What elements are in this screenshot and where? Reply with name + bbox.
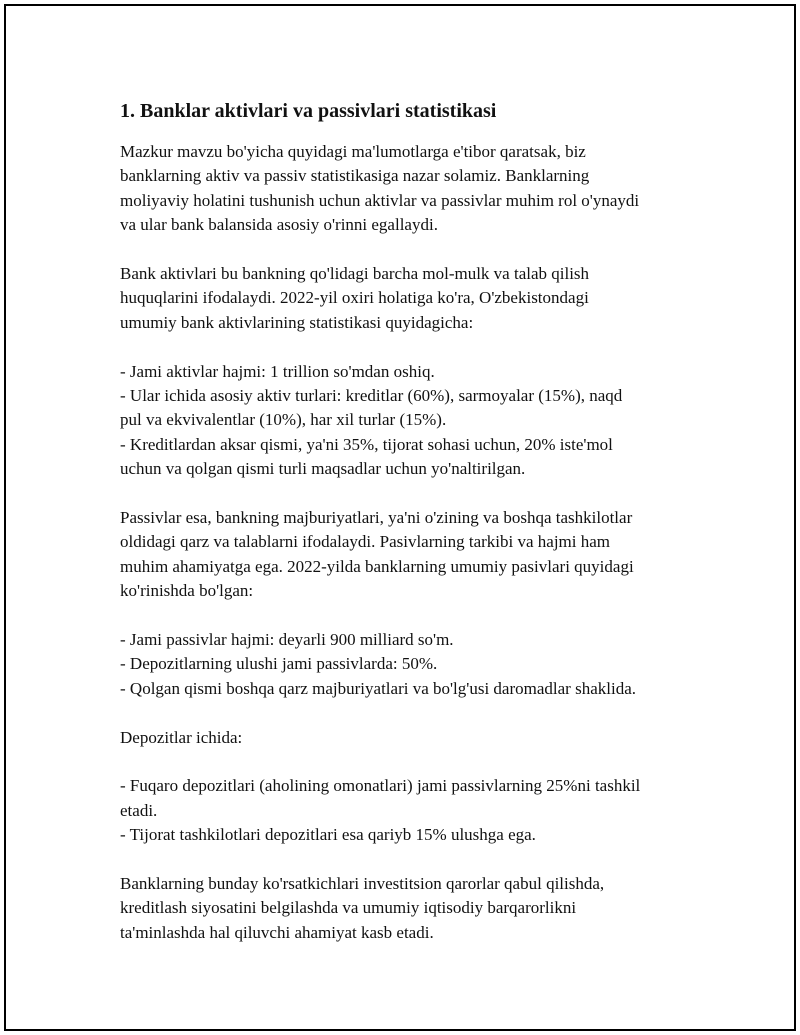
list-item: - Kreditlardan aksar qismi, ya'ni 35%, tijorat sohasi uchun, 20% iste'mol	[120, 434, 613, 454]
list-deposits	[120, 774, 700, 847]
list-liabilities	[120, 628, 700, 701]
paragraph-conclusion	[120, 872, 700, 945]
paragraph-deposits-heading	[120, 726, 700, 750]
text-line: umumiy bank aktivlarining statistikasi quyidagicha:	[120, 312, 474, 332]
page-frame	[4, 4, 796, 1031]
text-line: Depozitlar ichida:	[120, 727, 243, 747]
list-item: pul va ekvivalentlar (10%), har xil turlar (15%).	[120, 410, 447, 430]
list-item: - Jami passivlar hajmi: deyarli 900 milliard so'm.	[120, 630, 454, 650]
text-line: banklarning aktiv va passiv statistikasiga nazar solamiz. Banklarning	[120, 166, 590, 186]
list-item: etadi.	[120, 800, 158, 820]
list-item: - Jami aktivlar hajmi: 1 trillion so'mdan oshiq.	[120, 361, 435, 381]
document-body	[120, 98, 700, 970]
text-line: Banklarning bunday ko'rsatkichlari investitsion qarorlar qabul qilishda,	[120, 874, 605, 894]
text-line: Bank aktivlari bu bankning qo'lidagi barcha mol-mulk va talab qilish	[120, 264, 590, 284]
list-item: - Tijorat tashkilotlari depozitlari esa qariyb 15% ulushga ega.	[120, 825, 536, 845]
list-assets	[120, 360, 700, 482]
paragraph-assets	[120, 262, 700, 335]
text-line: muhim ahamiyatga ega. 2022-yilda banklarning umumiy pasivlari quyidagi	[120, 556, 634, 576]
paragraph-liabilities	[120, 506, 700, 604]
list-item: uchun va qolgan qismi turli maqsadlar uchun yo'naltirilgan.	[120, 459, 526, 479]
list-item: - Qolgan qismi boshqa qarz majburiyatlari va bo'lg'usi daromadlar shaklida.	[120, 678, 636, 698]
text-line: Mazkur mavzu bo'yicha quyidagi ma'lumotlarga e'tibor qaratsak, biz	[120, 142, 586, 161]
section-heading: 1. Banklar aktivlari va passivlari statistikasi	[120, 100, 497, 122]
text-line: oldidagi qarz va talablarni ifodalaydi. Pasivlarning tarkibi va hajmi ham	[120, 532, 611, 552]
text-line: huquqlarini ifodalaydi. 2022-yil oxiri holatiga ko'ra, O'zbekistondagi	[120, 288, 589, 308]
list-item: - Ular ichida asosiy aktiv turlari: kreditlar (60%), sarmoyalar (15%), naqd	[120, 386, 623, 406]
text-line: ta'minlashda hal qiluvchi ahamiyat kasb etadi.	[120, 922, 434, 942]
text-line: ko'rinishda bo'lgan:	[120, 581, 254, 601]
list-item: - Fuqaro depozitlari (aholining omonatlari) jami passivlarning 25%ni tashkil	[120, 776, 641, 796]
paragraph-intro	[120, 140, 700, 238]
text-line: kreditlash siyosatini belgilashda va umumiy iqtisodiy barqarorlikni	[120, 898, 577, 918]
text-line: va ular bank balansida asosiy o'rinni egallaydi.	[120, 215, 438, 235]
text-line: Passivlar esa, bankning majburiyatlari, ya'ni o'zining va boshqa tashkilotlar	[120, 508, 633, 528]
text-line: moliyaviy holatini tushunish uchun aktivlar va passivlar muhim rol o'ynaydi	[120, 190, 640, 210]
list-item: - Depozitlarning ulushi jami passivlarda: 50%.	[120, 654, 438, 674]
